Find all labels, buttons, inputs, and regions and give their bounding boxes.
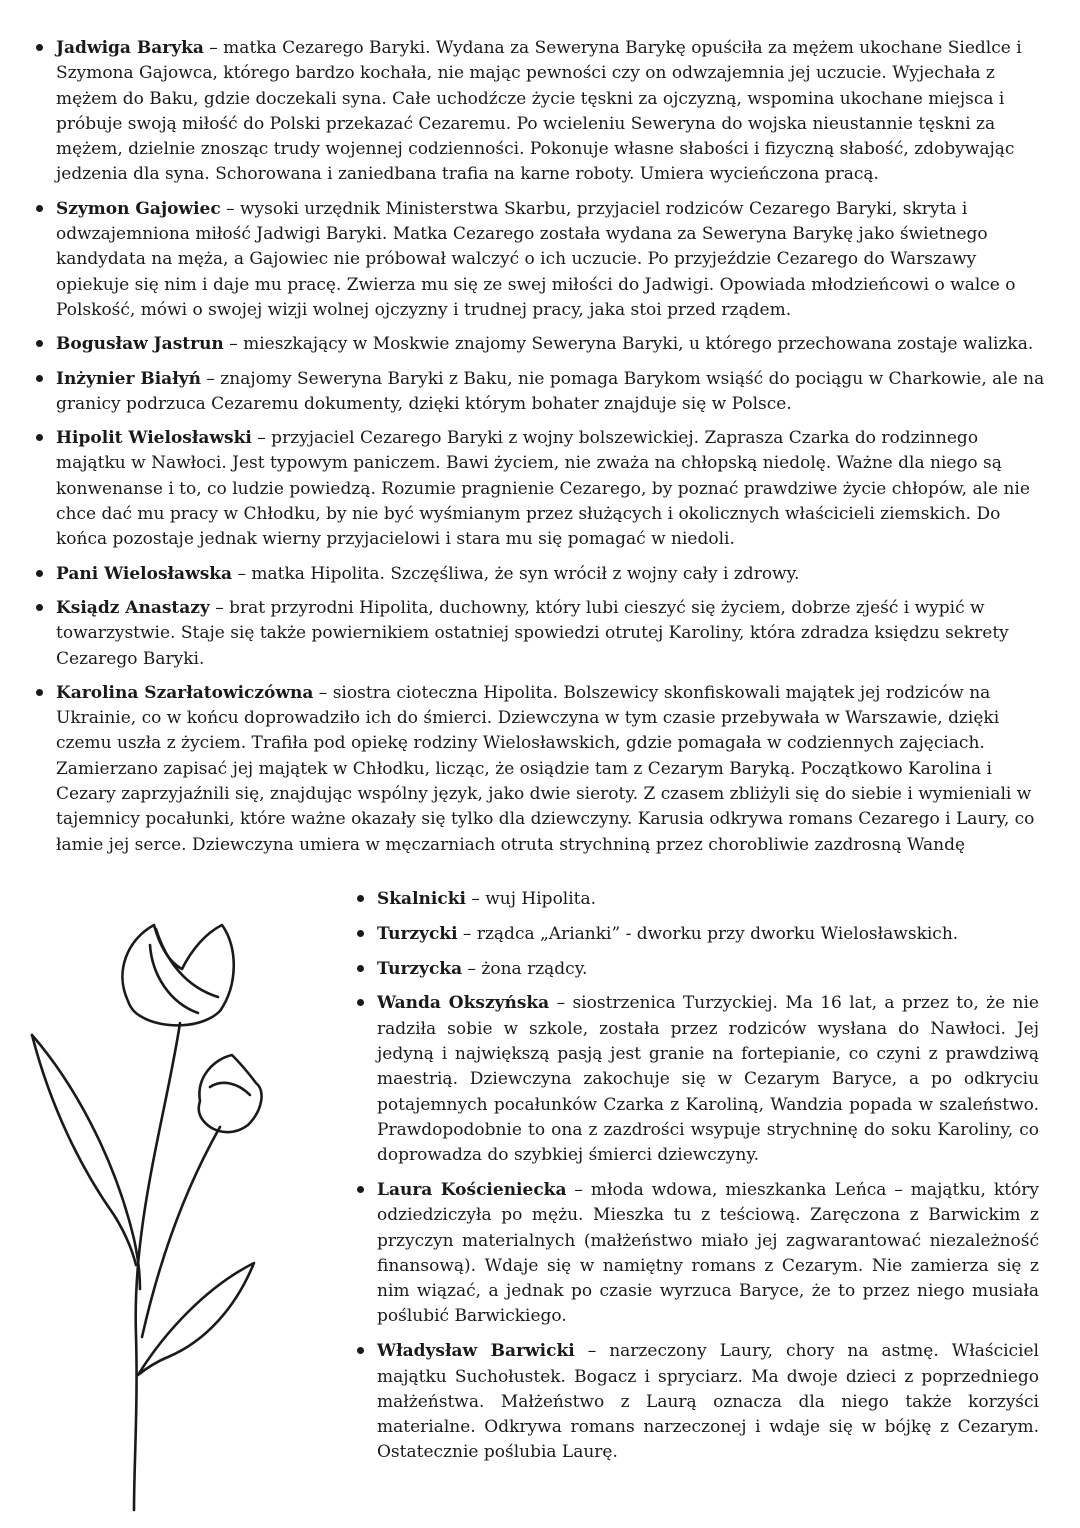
bullet-icon <box>36 434 43 441</box>
character-description: – wuj Hipolita. <box>465 889 597 909</box>
character-name: Karolina Szarłatowiczówna <box>56 682 314 703</box>
bullet-icon <box>36 570 43 577</box>
character-description: – rządca „Arianki” - dworku przy dworku Wielosławskich. <box>457 923 959 944</box>
list-item <box>357 887 1039 912</box>
list-item <box>36 36 1046 188</box>
bullet-icon <box>357 965 364 972</box>
character-description: – żona rządcy. <box>462 958 588 979</box>
character-name: Laura Kościeniecka <box>377 1179 567 1200</box>
character-name: Wanda Okszyńska <box>377 993 550 1014</box>
character-description: – przyjaciel Cezarego Baryki z wojny bolszewickiej. Zaprasza Czarka do rodzinnego majątku w Nawłoci. Jest typowym paniczem. Bawi życiem, nie zważa na chłopską niedolę. Ważne dla niego są konwenanse i to, co ludzie powiedzą. Rozumie pragnienie Cezarego, by poznać prawdziwe życie chłopów, ale nie chce dać mu pracy w Chłodku, by nie być wyśmianym przez służących i okolicznych właścicieli ziemskich. Do końca pozostaje jednak wierny przyjacielowi i stara mu się pomagać w niedoli. <box>56 428 1030 550</box>
list-item <box>36 562 1046 587</box>
character-description: – siostrzenica Turzyckiej. Ma 16 lat, a przez to, że nie radziła sobie w szkole, została przez rodziców wysłana do Nawłoci. Jej jedyną i największą pasją jest granie na fortepianie, co czyni z prawdziwą maestrią. Dziewczyna zakochuje się w Cezarym Baryce, a po odkryciu potajemnych pocałunków Czarka z Karoliną, Wandzia popada w szaleństwo. Prawdopodobnie to ona z zazdrości wsypuje strychninę do soku Karoliny, co doprowadza do szybkiej śmierci dziewczyny. <box>377 993 1039 1166</box>
list-item <box>36 596 1046 672</box>
character-list-top <box>36 36 1046 867</box>
bullet-icon <box>36 689 43 696</box>
bullet-icon <box>357 1186 364 1193</box>
character-name: Szymon Gajowiec <box>56 198 221 219</box>
character-name: Hipolit Wielosławski <box>56 428 252 449</box>
character-name: Turzycki <box>377 923 458 944</box>
character-description: – mieszkający w Moskwie znajomy Seweryna Baryki, u którego przechowana zostaje walizka. <box>223 334 1034 355</box>
list-item <box>357 957 1039 982</box>
character-description: – siostra cioteczna Hipolita. Bolszewicy skonfiskowali majątek jej rodziców na Ukrainie, co w końcu doprowadziło ich do śmierci. Dziewczyna w tym czasie przebywała w Warszawie, dzięki czemu uszła z życiem. Trafiła pod opiekę rodziny Wielosławskich, gdzie pomagała w codziennych zajęciach. Zamierzano zapisać jej majątek w Chłodku, licząc, że osiądzie tam z Cezarym Baryką. Początkowo Karolina i Cezary zaprzyjaźnili się, znajdując wspólny język, jako dwie sieroty. Z czasem zbliżyli się do siebie i wymieniali w tajemnicy pocałunki, które ważne okazały się tylko dla dziewczyny. Karusia odkrywa romans Cezarego i Laury, co łamie jej serce. Dziewczyna umiera w męczarniach otruta strychniną przez chorobliwie zazdrosną Wandę <box>56 682 1035 855</box>
bullet-icon <box>357 1347 364 1354</box>
character-name: Skalnicki <box>377 889 466 909</box>
character-list-bottom <box>357 887 1039 1475</box>
tulip-line-drawing-icon <box>10 905 330 1525</box>
character-name: Jadwiga Baryka <box>56 38 204 58</box>
character-name: Ksiądz Anastazy <box>56 597 210 618</box>
bullet-icon <box>357 999 364 1006</box>
character-name: Inżynier Białyń <box>56 368 201 389</box>
list-item <box>357 1178 1039 1330</box>
character-name: Turzycka <box>377 958 463 979</box>
character-description: – matka Hipolita. Szczęśliwa, że syn wrócił z wojny cały i zdrowy. <box>232 563 800 584</box>
character-description: – znajomy Seweryna Baryki z Baku, nie pomaga Barykom wsiąść do pociągu w Charkowie, ale na granicy podrzuca Cezaremu dokumenty, dzięki którym bohater znajduje się w Polsce. <box>56 368 1045 414</box>
character-description: – wysoki urzędnik Ministerstwa Skarbu, przyjaciel rodziców Cezarego Baryki, skryta i odwzajemniona miłość Jadwigi Baryki. Matka Cezarego została wydana za Seweryna Barykę jako świetnego kandydata na męża, a Gajowiec nie próbował walczyć o ich uczucie. Po przyjeździe Cezarego do Warszawy opiekuje się nim i daje mu pracę. Zwierza mu się ze swej miłości do Jadwigi. Opowiada młodzieńcowi o walce o Polskość, mówi o swojej wizji wolnej ojczyzny i trudnej pracy, jaka stoi przed rządem. <box>56 198 1016 320</box>
list-item <box>36 332 1046 357</box>
character-name: Bogusław Jastrun <box>56 334 224 355</box>
list-item <box>357 1339 1039 1465</box>
list-item <box>36 681 1046 858</box>
list-item <box>357 991 1039 1168</box>
character-description: – narzeczony Laury, chory na astmę. Właściciel majątku Suchołustek. Bogacz i spryciarz. Ma dwoje dzieci z poprzedniego małżeństwa. Małżeństwo z Laurą oznacza dla niego także korzyści materialne. Odkrywa romans narzeczonej i wdaje się w bójkę z Cezarym. Ostatecznie poślubia Laurę. <box>377 1341 1039 1463</box>
character-description: – młoda wdowa, mieszkanka Leńca – majątku, który odziedziczyła po mężu. Mieszka tu z teściową. Zaręczona z Barwickim z przyczyn materialnych (małżeństwo miało jej zagwarantować niezależność finansową). Wdaje się w namiętny romans z Cezarym. Nie zamierza się z nim wiązać, a jednak po czasie wyrzuca Baryce, że to przez niego musiała poślubić Barwickiego. <box>377 1179 1039 1327</box>
character-name: Pani Wielosławska <box>56 563 233 584</box>
bullet-icon <box>36 340 43 347</box>
list-item <box>36 426 1046 552</box>
list-item <box>357 922 1039 947</box>
bullet-icon <box>36 375 43 382</box>
bullet-icon <box>36 44 43 51</box>
character-name: Władysław Barwicki <box>377 1341 575 1362</box>
bullet-icon <box>357 895 364 902</box>
list-item <box>36 197 1046 323</box>
character-description: – brat przyrodni Hipolita, duchowny, który lubi cieszyć się życiem, dobrze zjeść i wypić w towarzystwie. Staje się także powiernikiem ostatniej spowiedzi otrutej Karoliny, która zdradza księdzu sekrety Cezarego Baryki. <box>56 597 1009 669</box>
bullet-icon <box>36 604 43 611</box>
character-description: – matka Cezarego Baryki. Wydana za Seweryna Barykę opuściła za mężem ukochane Siedlce i Szymona Gajowca, którego bardzo kochała, nie mając pewności czy on odwzajemnia jej uczucie. Wyjechała z mężem do Baku, gdzie doczekali syna. Całe uchodźcze życie tęskni za ojczyzną, wspomina ukochane miejsca i próbuje swoją miłość do Polski przekazać Cezaremu. Po wcieleniu Seweryna do wojska nieustannie tęskni za mężem, dzielnie znosząc trudy wojennej codzienności. Pokonuje własne słabości i fizyczną słabość, zdobywając jedzenia dla syna. Schorowana i zaniedbana trafia na karne roboty. Umiera wycieńczona pracą. <box>56 38 1022 185</box>
bullet-icon <box>357 930 364 937</box>
list-item <box>36 367 1046 418</box>
bullet-icon <box>36 205 43 212</box>
